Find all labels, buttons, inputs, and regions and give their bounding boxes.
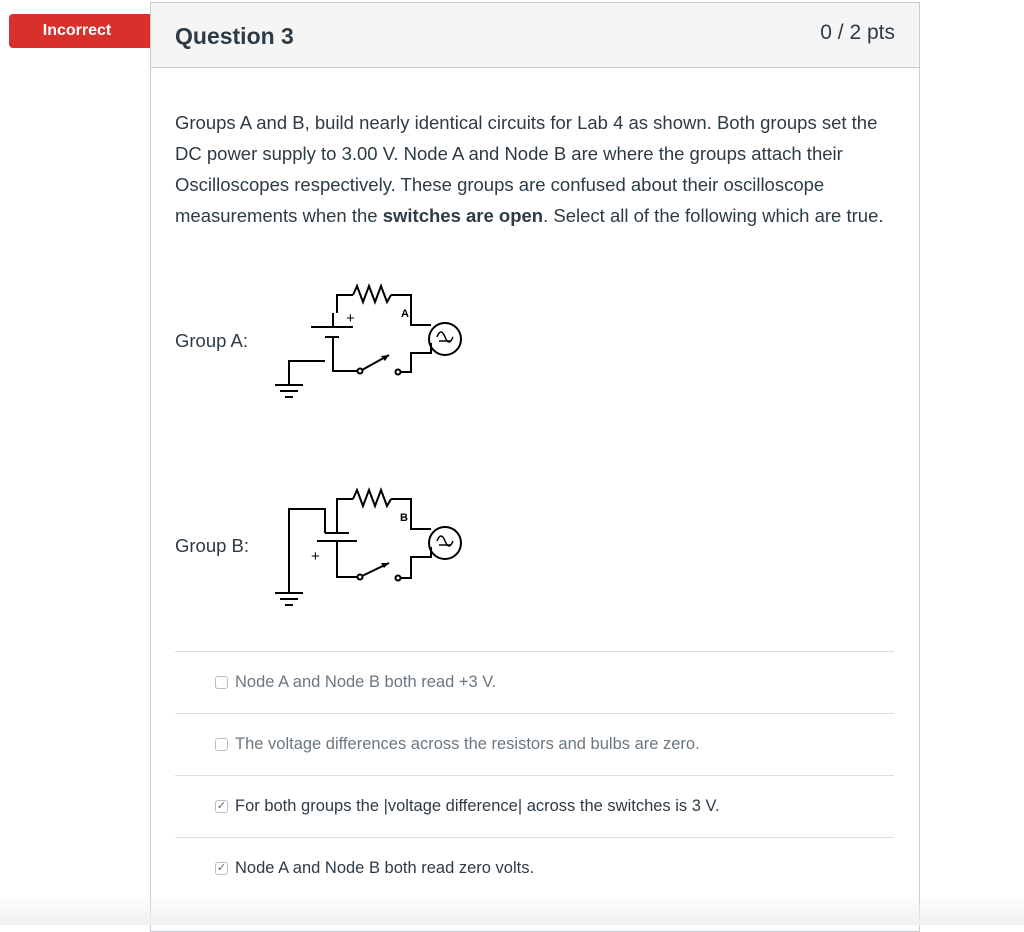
checkmark-icon: ✓ [216,862,227,874]
answer-label: Node A and Node B both read zero volts. [235,859,535,877]
question-text-part: Groups A and B, build nearly identical circuits for Lab 4 as shown. Both groups set the DC power supply to 3.00 V. Node A and Node B are where the groups attach their Oscilloscopes respectively. These groups are confused about their oscilloscope measurements when the [175,112,878,226]
group-b-plus-sign: + [311,548,320,565]
question-text-part: . Select all of the following which are true. [543,205,884,226]
status-badge-label: Incorrect [42,22,112,39]
question-text [175,107,900,231]
answer-label: The voltage differences across the resistors and bulbs are zero. [235,735,700,753]
checkmark-icon: ✓ [216,800,227,812]
checkbox-checked[interactable] [215,862,228,875]
group-a-plus-sign: + [346,310,355,327]
answer-label: Node A and Node B both read +3 V. [235,673,497,691]
answer-option[interactable] [175,837,894,899]
question-header [151,3,919,68]
group-b-label: Group B: [175,535,250,556]
node-b-label: B [400,512,408,524]
question-card [150,2,920,932]
answer-option[interactable] [175,775,894,837]
checkbox-unchecked[interactable] [215,676,228,689]
group-b-circuit-diagram [269,479,469,607]
group-a-label: Group A: [175,330,249,351]
group-a-circuit-diagram [269,275,469,403]
page-bottom-fade [0,895,1024,925]
answer-label: For both groups the |voltage difference| across the switches is 3 V. [235,797,720,815]
question-title: Question 3 [175,23,294,49]
question-points: 0 / 2 pts [820,21,895,44]
checkbox-checked[interactable] [215,800,228,813]
answer-list [175,651,894,899]
answer-option[interactable] [175,713,894,775]
answer-option[interactable] [175,651,894,713]
node-a-label: A [401,308,409,320]
checkbox-unchecked[interactable] [215,738,228,751]
question-text-bold: switches are open [382,205,544,226]
status-badge [9,14,155,48]
